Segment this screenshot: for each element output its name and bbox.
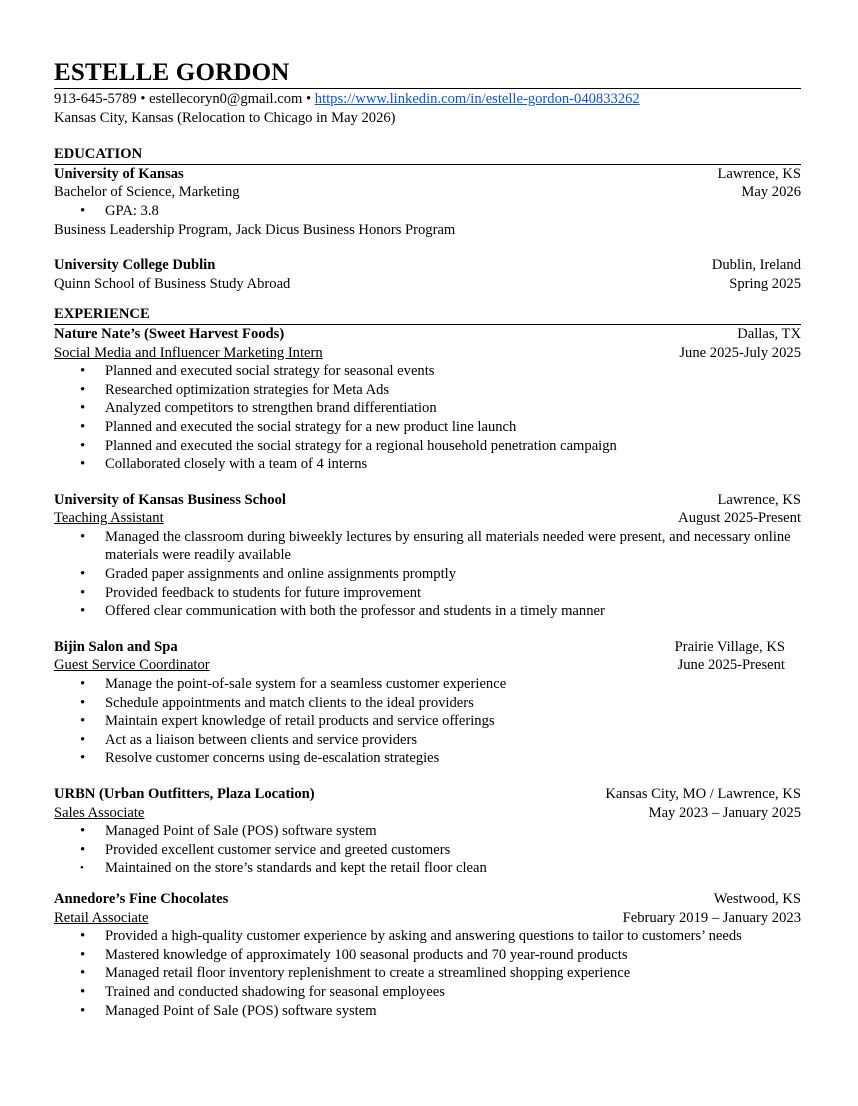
company-name: Bijin Salon and Spa bbox=[54, 638, 178, 655]
linkedin-link[interactable]: https://www.linkedin.com/in/estelle-gordon-040833262 bbox=[314, 91, 640, 107]
school-location: Lawrence, KS bbox=[717, 165, 801, 182]
school-name: University of Kansas bbox=[54, 165, 184, 182]
bullet-item: • Maintain expert knowledge of retail products and service offerings bbox=[54, 712, 801, 731]
job-role-row bbox=[54, 804, 801, 823]
job-bullets bbox=[54, 362, 801, 474]
bullet-item: • Planned and executed the social strategy for a regional household penetration campaign bbox=[54, 437, 801, 456]
bullet-item: • Planned and executed social strategy for seasonal events bbox=[54, 362, 801, 381]
separator: • bbox=[136, 91, 150, 107]
education-row bbox=[54, 256, 801, 275]
bullet-item: • Managed Point of Sale (POS) software system bbox=[54, 822, 801, 841]
header-rule bbox=[54, 88, 801, 89]
education-row bbox=[54, 165, 801, 184]
job-title: Sales Associate bbox=[54, 804, 145, 821]
bullet-item: • Managed retail floor inventory replenishment to create a streamlined shopping experience bbox=[54, 964, 801, 983]
study-date: Spring 2025 bbox=[729, 275, 801, 292]
education-bullets bbox=[54, 202, 801, 221]
graduation-date: May 2026 bbox=[741, 184, 801, 201]
bullet-item: • Trained and conducted shadowing for seasonal employees bbox=[54, 983, 801, 1002]
bullet-item: • Researched optimization strategies for Meta Ads bbox=[54, 381, 801, 400]
job-title: Teaching Assistant bbox=[54, 510, 164, 527]
company-name: Nature Nate’s (Sweet Harvest Foods) bbox=[54, 325, 285, 342]
job-location: Westwood, KS bbox=[713, 890, 801, 907]
job-title: Guest Service Coordinator bbox=[54, 657, 210, 674]
separator: • bbox=[302, 91, 315, 107]
company-name: Annedore’s Fine Chocolates bbox=[54, 890, 229, 907]
job-header bbox=[54, 491, 801, 510]
job-dates: May 2023 – January 2025 bbox=[648, 804, 801, 821]
job-header bbox=[54, 890, 801, 909]
bullet-item: • Mastered knowledge of approximately 100 seasonal products and 70 year-round products bbox=[54, 946, 801, 965]
job-title: Retail Associate bbox=[54, 909, 149, 926]
job-location: Kansas City, MO / Lawrence, KS bbox=[605, 786, 801, 802]
school-name: University College Dublin bbox=[54, 257, 216, 274]
job-location: Prairie Village, KS bbox=[674, 638, 785, 655]
bullet-item: • Planned and executed the social strategy for a new product line launch bbox=[54, 418, 801, 437]
bullet-item: • Analyzed competitors to strengthen brand differentiation bbox=[54, 399, 801, 418]
section-title-experience: EXPERIENCE bbox=[54, 306, 150, 323]
job-dates: June 2025-July 2025 bbox=[679, 344, 801, 361]
email[interactable]: estellecoryn0@gmail.com bbox=[149, 91, 303, 107]
job-dates: August 2025-Present bbox=[678, 510, 801, 527]
education-row bbox=[54, 275, 801, 294]
job-header bbox=[54, 785, 801, 804]
job-dates: February 2019 – January 2023 bbox=[622, 909, 801, 926]
job-bullets bbox=[54, 528, 801, 621]
bullet-item: • Provided a high-quality customer experience by asking and answering questions to tailor to customers’ needs bbox=[54, 927, 801, 946]
job-role-row bbox=[54, 509, 801, 528]
job-header bbox=[54, 638, 785, 657]
bullet-item: • Provided excellent customer service and greeted customers bbox=[54, 841, 801, 860]
job-bullets bbox=[54, 927, 801, 1020]
job-role-row bbox=[54, 656, 785, 675]
bullet-item: • Collaborated closely with a team of 4 interns bbox=[54, 455, 801, 474]
bullet-item: • Manage the point-of-sale system for a seamless customer experience bbox=[54, 675, 801, 694]
bullet-item: • Schedule appointments and match clients to the ideal providers bbox=[54, 694, 801, 713]
bullet-item: • Offered clear communication with both the professor and students in a timely manner bbox=[54, 602, 801, 621]
education-row bbox=[54, 183, 801, 202]
job-dates: June 2025-Present bbox=[677, 657, 785, 674]
job-role-row bbox=[54, 344, 801, 363]
bullet-item: • Maintained on the store’s standards and kept the retail floor clean bbox=[54, 859, 801, 878]
resume-page bbox=[54, 58, 801, 1020]
bullet-item: • Managed Point of Sale (POS) software system bbox=[54, 1002, 801, 1021]
candidate-name: ESTELLE GORDON bbox=[54, 59, 290, 86]
job-title: Social Media and Influencer Marketing Intern bbox=[54, 344, 323, 361]
bullet-item: • Managed the classroom during biweekly lectures by ensuring all materials needed were present, and necessary online materials were readily available bbox=[54, 528, 801, 565]
contact-line bbox=[54, 90, 801, 109]
bullet-item: • Provided feedback to students for future improvement bbox=[54, 584, 801, 603]
study-program: Quinn School of Business Study Abroad bbox=[54, 275, 291, 292]
location-line: Kansas City, Kansas (Relocation to Chicago in May 2026) bbox=[54, 109, 396, 126]
company-name: URBN (Urban Outfitters, Plaza Location) bbox=[54, 786, 315, 802]
job-bullets bbox=[54, 822, 801, 878]
job-location: Lawrence, KS bbox=[717, 491, 801, 508]
degree: Bachelor of Science, Marketing bbox=[54, 184, 240, 201]
bullet-item: • GPA: 3.8 bbox=[54, 202, 801, 221]
phone: 913-645-5789 bbox=[54, 91, 137, 107]
bullet-item: • Graded paper assignments and online assignments promptly bbox=[54, 565, 801, 584]
job-bullets bbox=[54, 675, 801, 768]
programs: Business Leadership Program, Jack Dicus Business Honors Program bbox=[54, 221, 456, 238]
job-header bbox=[54, 325, 801, 344]
school-location: Dublin, Ireland bbox=[711, 257, 801, 274]
bullet-item: • Resolve customer concerns using de-escalation strategies bbox=[54, 749, 801, 768]
job-location: Dallas, TX bbox=[737, 325, 801, 342]
section-title-education: EDUCATION bbox=[54, 146, 143, 163]
bullet-item: • Act as a liaison between clients and service providers bbox=[54, 731, 801, 750]
company-name: University of Kansas Business School bbox=[54, 491, 286, 508]
job-role-row bbox=[54, 909, 801, 928]
